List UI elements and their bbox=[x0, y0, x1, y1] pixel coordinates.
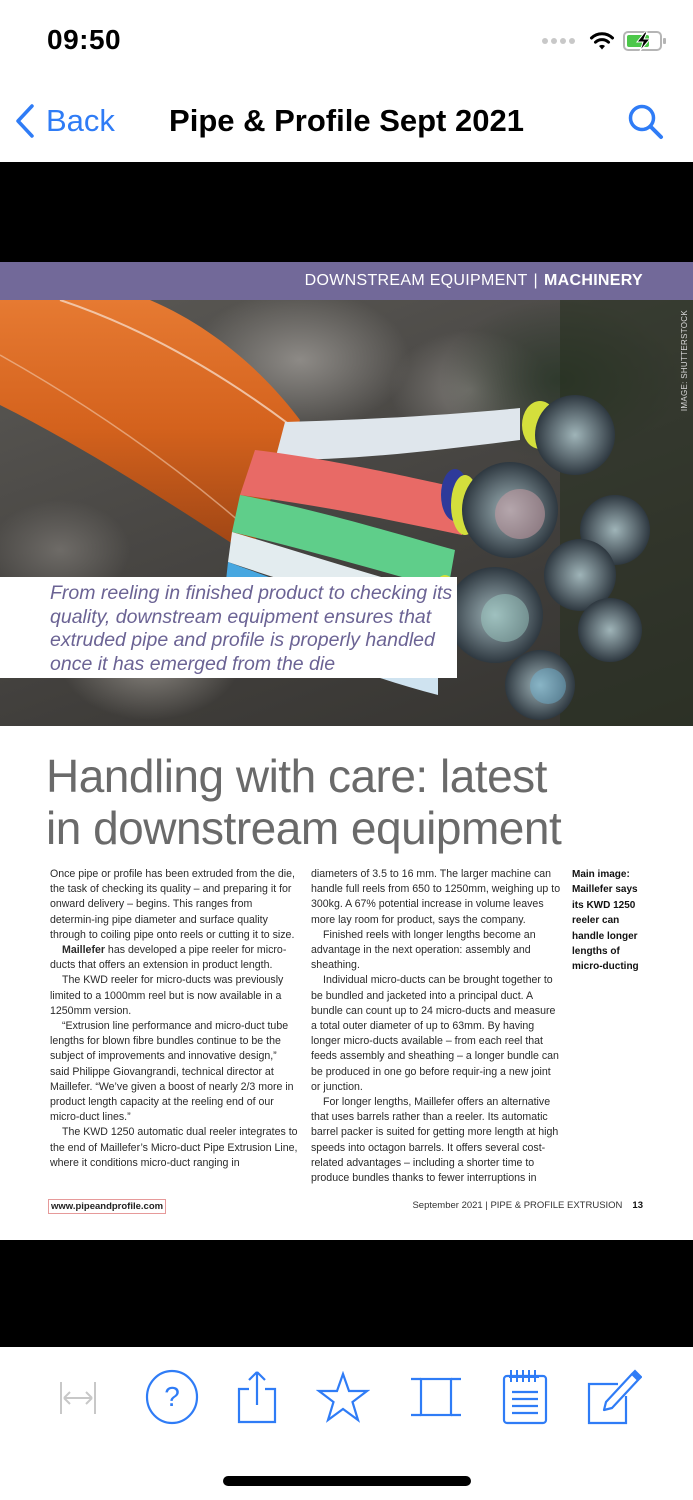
document-viewer[interactable] bbox=[0, 162, 693, 1347]
standfirst-text: From reeling in finished product to checking its quality, downstream equipment ensures that extruded pipe and profile is properly handled once it has emerged from the die bbox=[50, 582, 453, 675]
paragraph bbox=[50, 943, 298, 973]
page-number: 13 bbox=[632, 1200, 643, 1211]
bookmark-star-icon bbox=[316, 1371, 370, 1423]
section-category: MACHINERY bbox=[544, 272, 643, 289]
bookmark-button[interactable] bbox=[313, 1367, 373, 1427]
headline-line-2: in downstream equipment bbox=[46, 802, 562, 854]
help-icon bbox=[144, 1369, 200, 1425]
paragraph: For longer lengths, Maillefer offers an alternative that uses barrels rather than a reeler. Its automatic barrel packer is suited for getting more length at high speeds into octagon barrels. It offers several cost-related advantages – including a shorter time to produce bundles thanks to fewer interruptions in bbox=[311, 1096, 559, 1185]
search-icon bbox=[627, 103, 665, 141]
share-icon bbox=[235, 1369, 279, 1425]
body-column-2 bbox=[311, 867, 561, 1186]
annotate-icon bbox=[584, 1368, 642, 1426]
paragraph: The KWD 1250 automatic dual reeler integrates to the end of Maillefer’s Micro-duct Pipe Extrusion Line, where it conditions micro-duct ranging in bbox=[50, 1126, 298, 1169]
wifi-icon bbox=[589, 31, 615, 51]
article-body bbox=[50, 867, 650, 1187]
page-footer bbox=[412, 1200, 643, 1211]
paragraph: Individual micro-ducts can be brought together to be bundled and jacketed into a principal duct. A bundle can count up to 24 micro-ducts and measure a total outer diameter of up to 63mm. By having longer micro-ducts available – from each reel that feeds assembly and sheathing – a longer bundle can be produced in one go before requir-ing a new joint or junction. bbox=[311, 974, 559, 1093]
headline-line-1: Handling with care: latest bbox=[46, 750, 547, 802]
status-icons bbox=[542, 30, 667, 52]
home-indicator[interactable] bbox=[223, 1476, 471, 1486]
paragraph-text: has developed a pipe reeler for micro-ducts that offers an extension in product length. bbox=[50, 944, 287, 972]
back-label: Back bbox=[46, 103, 115, 138]
website-link[interactable]: www.pipeandprofile.com bbox=[48, 1199, 166, 1214]
single-page-icon bbox=[409, 1377, 463, 1417]
notes-icon bbox=[501, 1368, 549, 1426]
image-caption: Main image: Maillefer says its KWD 1250 reeler can handle longer lengths of micro-ducting bbox=[572, 869, 639, 973]
notes-button[interactable] bbox=[495, 1367, 555, 1427]
standfirst-box bbox=[0, 577, 457, 678]
help-button[interactable] bbox=[142, 1367, 202, 1427]
page-title: Pipe & Profile Sept 2021 bbox=[169, 103, 524, 138]
share-button[interactable] bbox=[227, 1367, 287, 1427]
page-layout-button[interactable] bbox=[406, 1367, 466, 1427]
svg-text:?: ? bbox=[164, 1381, 180, 1412]
search-button[interactable] bbox=[627, 103, 665, 146]
image-credit: IMAGE: SHUTTERSTOCK bbox=[680, 310, 689, 412]
signal-dots-icon bbox=[542, 38, 575, 44]
hero-image bbox=[0, 300, 693, 726]
status-bar bbox=[0, 0, 693, 85]
paragraph: The KWD reeler for micro-ducts was previously limited to a 1000mm reel but is now available in a 1250mm version. bbox=[50, 974, 284, 1017]
company-name: Maillefer bbox=[62, 944, 105, 957]
section-band bbox=[0, 262, 693, 300]
paragraph: Finished reels with longer lengths become an advantage in the next operation: assembly and sheathing. bbox=[311, 928, 536, 972]
article-headline bbox=[46, 750, 666, 854]
nav-bar bbox=[0, 85, 693, 162]
status-time: 09:50 bbox=[47, 24, 122, 55]
issue-info: September 2021 | PIPE & PROFILE EXTRUSION bbox=[412, 1200, 623, 1211]
section-separator: | bbox=[533, 272, 538, 289]
section-label: DOWNSTREAM EQUIPMENT bbox=[304, 272, 528, 289]
fit-width-icon bbox=[58, 1377, 98, 1417]
magazine-page[interactable] bbox=[0, 262, 693, 1240]
body-column-1 bbox=[50, 867, 298, 1171]
battery-charging-icon bbox=[623, 30, 667, 52]
paragraph: diameters of 3.5 to 16 mm. The larger machine can handle full reels from 650 to 1250mm, weighing up to 300kg. A 67% potential increase in volume leaves more lay room for product, says the company. bbox=[311, 868, 561, 926]
annotate-button[interactable] bbox=[583, 1367, 643, 1427]
paragraph: “Extrusion line performance and micro-duct tube lengths for blown fibre bundles continue to be the subject of improvements and innovative design,” said Philippe Giovangrandi, technical director at Maillefer. “We’ve given a boost of nearly 2/3 more in product length capacity at the reeling end of our micro-duct lines.” bbox=[50, 1020, 294, 1124]
fit-width-button[interactable] bbox=[48, 1367, 108, 1427]
paragraph: Once pipe or profile has been extruded from the die, the task of checking its quality – and preparing it for onward delivery – begins. This ranges from determin-ing pipe diameter and surface quality through to coiling pipe onto reels or cutting it to size. bbox=[50, 868, 295, 941]
